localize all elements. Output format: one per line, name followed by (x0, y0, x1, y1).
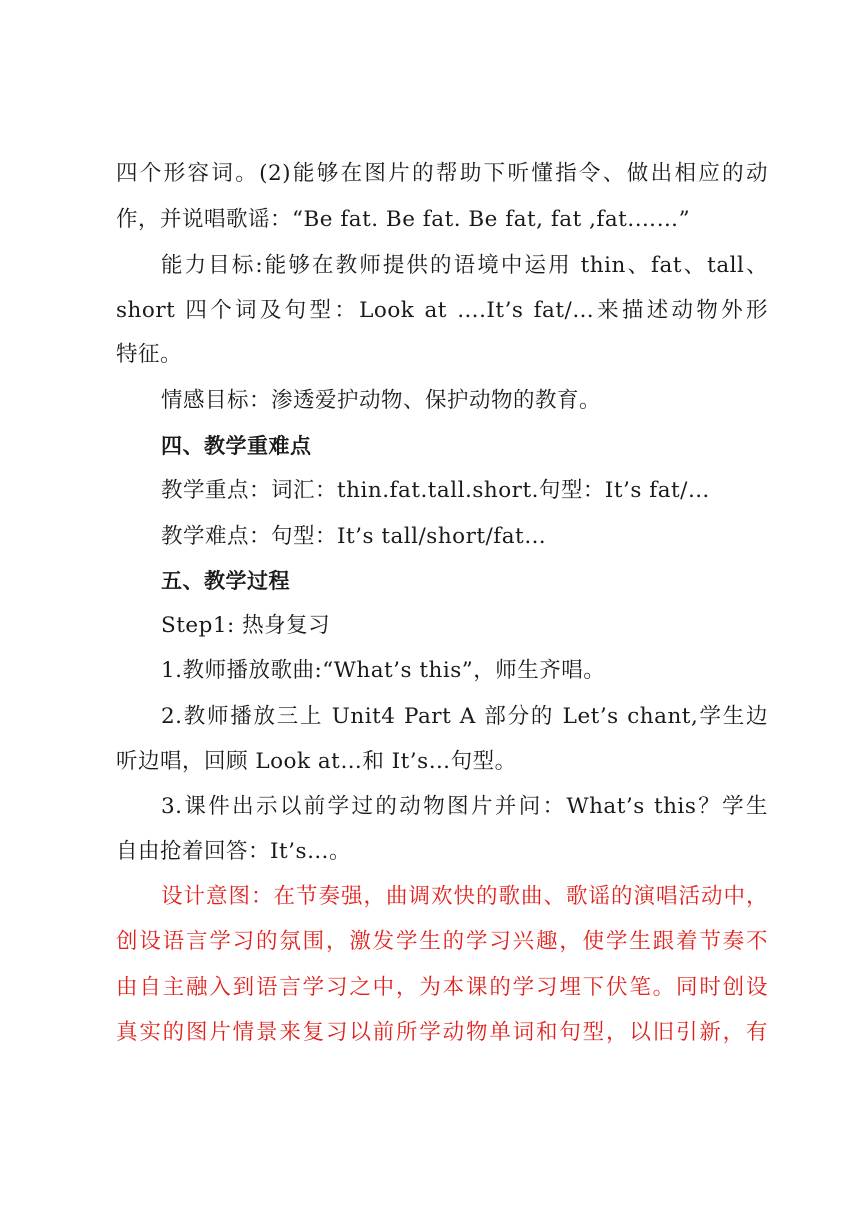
paragraph-line: 自由抢着回答：It’s…。 (116, 839, 352, 864)
paragraph-line: 听边唱，回顾 Look at…和 It’s…句型。 (116, 749, 517, 774)
design-intent-line: 真实的图片情景来复习以前所学动物单词和句型，以旧引新，有 (116, 1020, 768, 1045)
design-intent-line: 创设语言学习的氛围，激发学生的学习兴趣，使学生跟着节奏不 (116, 929, 768, 954)
paragraph-line: 教学重点：词汇：thin.fat.tall.short.句型：It’s fat/… (161, 478, 710, 503)
list-item: 3.课件出示以前学过的动物图片并问：What’s this？学生 (161, 794, 768, 819)
paragraph-line: 特征。 (116, 342, 183, 367)
section-heading: 五、教学过程 (161, 569, 290, 593)
paragraph-line: 能力目标:能够在教师提供的语境中运用 thin、fat、tall、 (161, 253, 768, 278)
design-intent-line: 由自主融入到语言学习之中，为本课的学习埋下伏笔。同时创设 (116, 975, 768, 1000)
list-item: 2.教师播放三上 Unit4 Part A 部分的 Let’s chant,学生边 (161, 704, 768, 729)
paragraph-line: 教学难点：句型：It’s tall/short/fat… (161, 524, 547, 549)
list-item: 1.教师播放歌曲:“What’s this”，师生齐唱。 (161, 658, 606, 683)
paragraph-line: 作，并说唱歌谣：“Be fat. Be fat. Be fat, fat ,fat.……” (116, 207, 691, 232)
paragraph-line: 情感目标：渗透爱护动物、保护动物的教育。 (161, 388, 602, 413)
paragraph-line: short 四个词及句型：Look at ….It’s fat/…来描述动物外形 (116, 298, 768, 323)
step-heading: Step1: 热身复习 (161, 613, 331, 638)
paragraph-line: 四个形容词。(2)能够在图片的帮助下听懂指令、做出相应的动 (116, 161, 768, 186)
section-heading: 四、教学重难点 (161, 434, 312, 458)
design-intent-line: 设计意图：在节奏强，曲调欢快的歌曲、歌谣的演唱活动中， (161, 884, 768, 909)
